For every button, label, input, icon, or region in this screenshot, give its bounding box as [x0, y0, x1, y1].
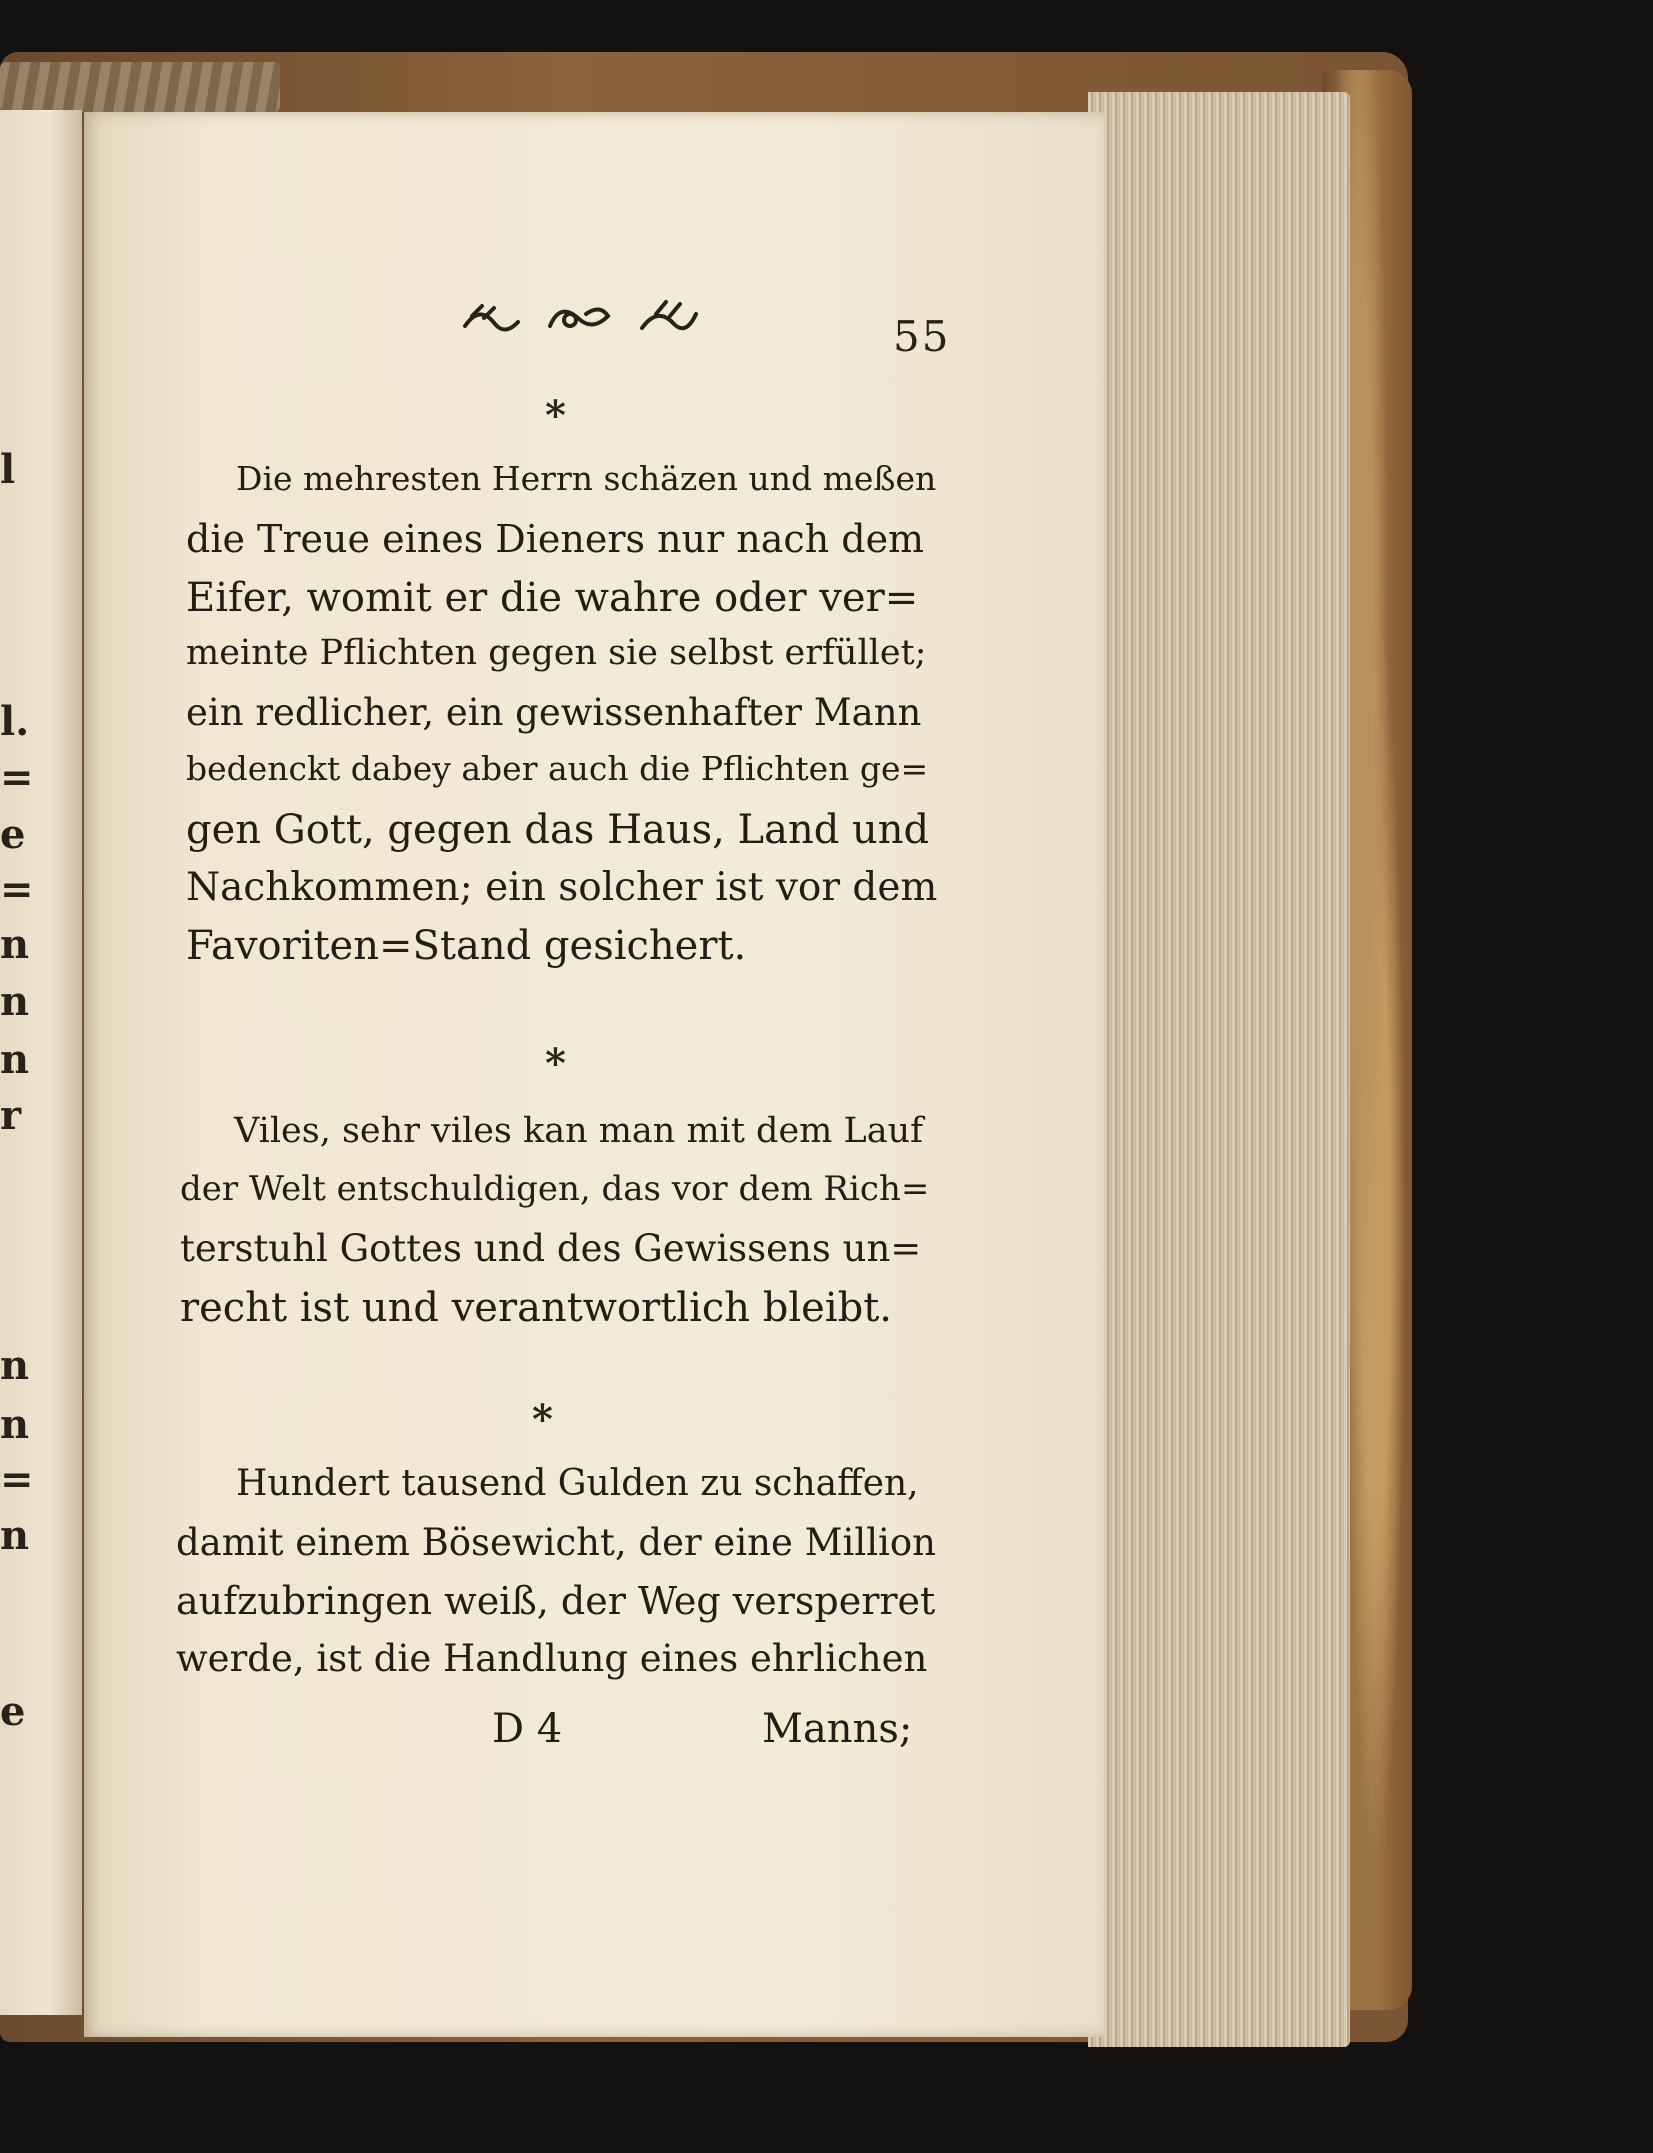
left-margin-letter: e	[0, 1688, 26, 1735]
section-separator: *	[545, 392, 566, 439]
text-line: ein redlicher, ein gewissenhafter Mann	[186, 691, 922, 734]
left-margin-letter: r	[0, 1092, 22, 1139]
text-block	[186, 459, 938, 982]
signature-mark: D 4	[492, 1706, 563, 1752]
left-margin-letter: n	[0, 921, 30, 968]
text-line: der Welt entschuldigen, das vor dem Rich=	[180, 1169, 930, 1209]
section-separator: *	[545, 1040, 566, 1087]
text-block	[176, 1463, 936, 1786]
text-line: Eifer, womit er die wahre oder ver=	[186, 575, 919, 621]
left-margin-letter: l	[0, 446, 16, 493]
text-line: Favoriten=Stand gesichert.	[186, 923, 747, 969]
left-facing-page	[0, 110, 82, 2015]
left-margin-letter: n	[0, 1512, 30, 1559]
left-margin-letter: n	[0, 978, 30, 1025]
text-line: Die mehresten Herrn schäzen und meßen	[236, 459, 937, 498]
text-line: Hundert tausend Gulden zu schaffen,	[236, 1463, 919, 1504]
left-margin-letter: =	[0, 754, 34, 801]
text-line: die Treue eines Dieners nur nach dem	[186, 517, 925, 561]
left-margin-letter: e	[0, 811, 26, 858]
text-line: Viles, sehr viles kan man mit dem Lauf	[234, 1111, 924, 1151]
text-line: gen Gott, gegen das Haus, Land und	[186, 807, 930, 853]
text-line: bedenckt dabey aber auch die Pflichten ge=	[186, 749, 929, 788]
page-number: 55	[893, 312, 951, 361]
catchword: Manns;	[762, 1706, 913, 1752]
text-line: meinte Pflichten gegen sie selbst erfüllet;	[186, 633, 927, 673]
left-margin-letter: l.	[0, 698, 30, 745]
page-block-edge	[1088, 92, 1350, 2047]
text-line: Nachkommen; ein solcher ist vor dem	[186, 865, 938, 910]
text-line: werde, ist die Handlung eines ehrlichen	[176, 1637, 928, 1680]
text-line: aufzubringen weiß, der Weg versperret	[176, 1579, 936, 1623]
spine-headband	[0, 62, 280, 112]
left-margin-letter: =	[0, 866, 34, 913]
header-ornament-icon	[460, 296, 700, 342]
section-separator: *	[532, 1396, 553, 1443]
text-block	[180, 1111, 940, 1354]
text-line: damit einem Bösewicht, der eine Million	[176, 1521, 936, 1564]
left-margin-letter: n	[0, 1401, 30, 1448]
left-margin-letter: =	[0, 1456, 34, 1503]
text-line: terstuhl Gottes und des Gewissens un=	[180, 1227, 922, 1270]
left-margin-letter: n	[0, 1036, 30, 1083]
left-margin-letter: n	[0, 1342, 30, 1389]
text-line: recht ist und verantwortlich bleibt.	[180, 1285, 893, 1331]
